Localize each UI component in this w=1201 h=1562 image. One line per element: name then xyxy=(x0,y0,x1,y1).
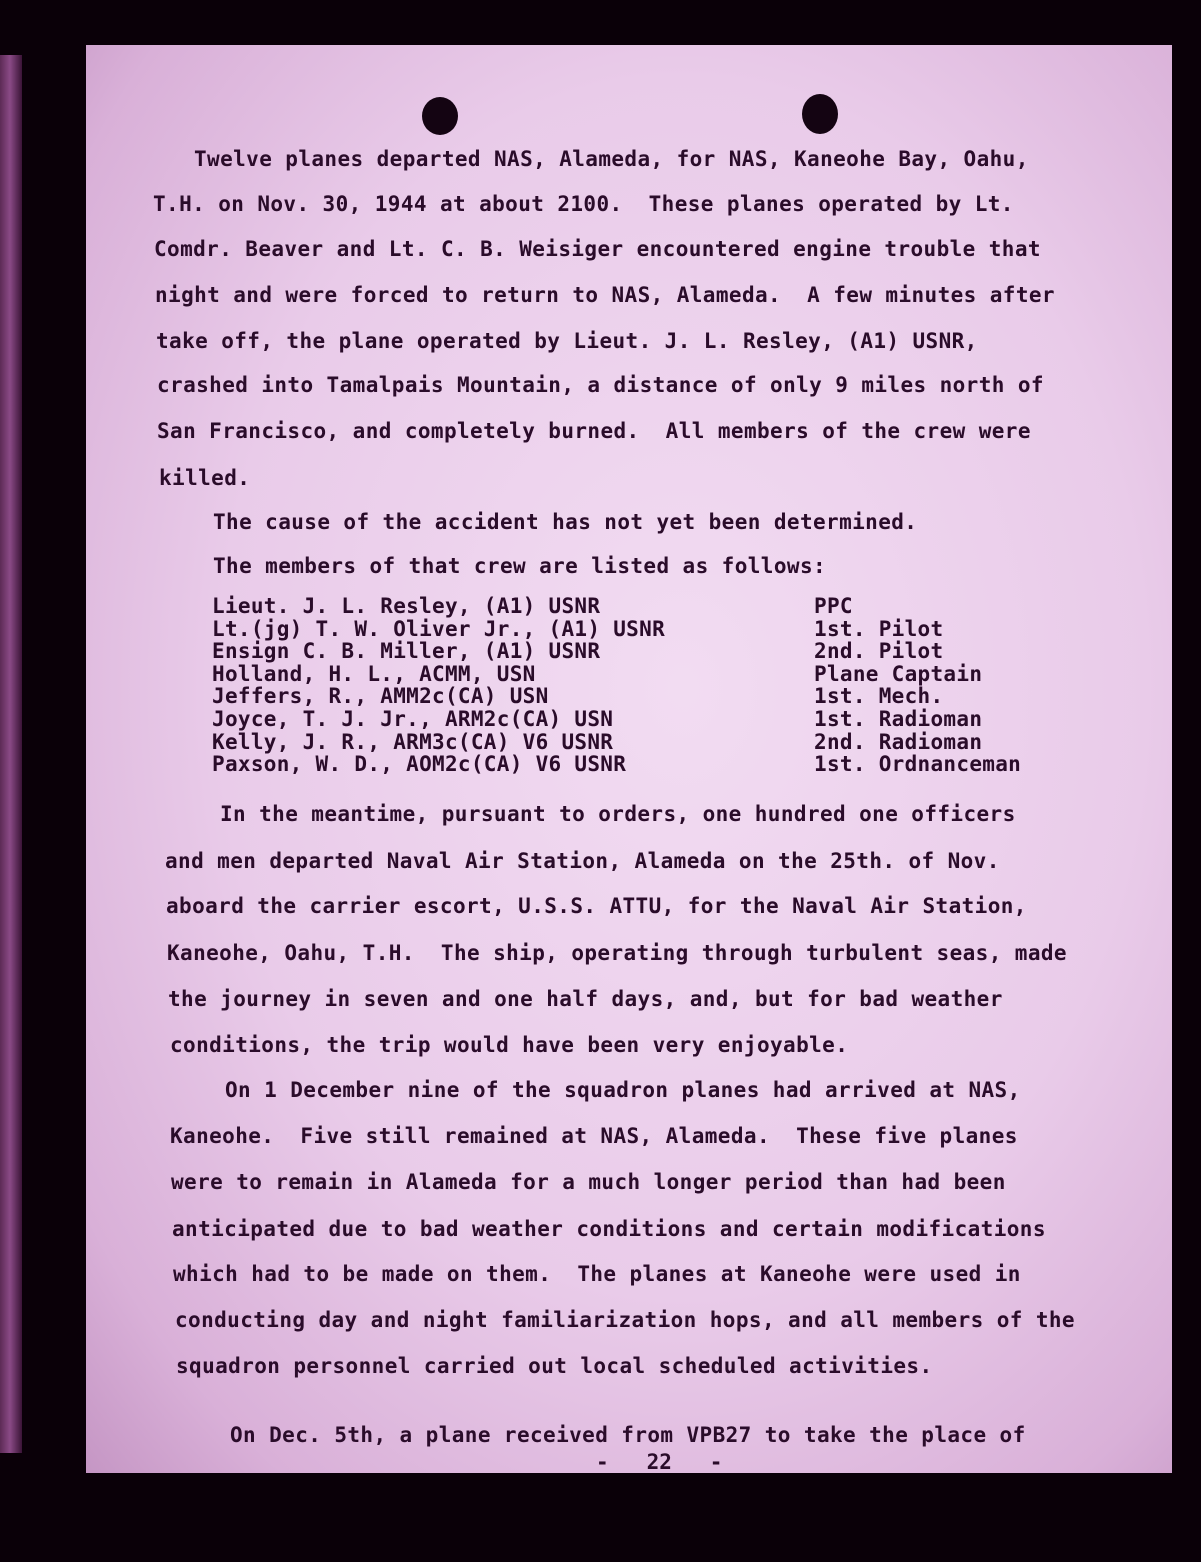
crew-row xyxy=(212,618,1072,641)
crew-row xyxy=(212,663,1072,686)
paragraph-1-line-5: take off, the plane operated by Lieut. J. L. Resley, (A1) USNR, xyxy=(156,329,978,353)
crew-role: 1st. Radioman xyxy=(814,706,983,731)
paragraph-4-line-4: Kaneohe, Oahu, T.H. The ship, operating through turbulent seas, made xyxy=(167,941,1067,965)
paragraph-5-line-4: anticipated due to bad weather conditions and certain modifications xyxy=(172,1217,1046,1241)
crew-name: Joyce, T. J. Jr., ARM2c(CA) USN xyxy=(212,706,614,731)
paragraph-4-line-6: conditions, the trip would have been very enjoyable. xyxy=(170,1033,849,1057)
paragraph-5-line-6: conducting day and night familiarization hops, and all members of the xyxy=(175,1308,1075,1332)
paragraph-1-line-4: night and were forced to return to NAS, Alameda. A few minutes after xyxy=(155,283,1055,307)
paragraph-5-line-3: were to remain in Alameda for a much longer period than had been xyxy=(171,1170,1006,1194)
paragraph-1-line-1: Twelve planes departed NAS, Alameda, for NAS, Kaneohe Bay, Oahu, xyxy=(194,147,1029,171)
crew-row xyxy=(212,731,1072,754)
paragraph-4-line-3: aboard the carrier escort, U.S.S. ATTU, for the Naval Air Station, xyxy=(166,894,1027,918)
paragraph-5-line-5: which had to be made on them. The planes at Kaneohe were used in xyxy=(173,1262,1021,1286)
paragraph-6: On Dec. 5th, a plane received from VPB27 to take the place of xyxy=(230,1423,1026,1447)
paragraph-5-line-7: squadron personnel carried out local scheduled activities. xyxy=(176,1354,933,1378)
page-number: - 22 - xyxy=(596,1450,723,1473)
crew-name: Paxson, W. D., AOM2c(CA) V6 USNR xyxy=(212,752,627,777)
crew-name: Kelly, J. R., ARM3c(CA) V6 USNR xyxy=(212,729,614,754)
film-strip-edge xyxy=(0,55,22,1453)
paragraph-1-line-6: crashed into Tamalpais Mountain, a distance of only 9 miles north of xyxy=(157,373,1044,397)
crew-row xyxy=(212,595,1072,618)
paragraph-4-line-2: and men departed Naval Air Station, Alameda on the 25th. of Nov. xyxy=(165,849,1000,873)
crew-name: Ensign C. B. Miller, (A1) USNR xyxy=(212,639,601,664)
crew-row xyxy=(212,640,1072,663)
crew-list xyxy=(212,595,1072,776)
paragraph-1-line-8: killed. xyxy=(159,466,251,490)
crew-name: Lt.(jg) T. W. Oliver Jr., (A1) USNR xyxy=(212,616,666,641)
crew-role: PPC xyxy=(814,594,853,618)
crew-role: 2nd. Pilot xyxy=(814,639,944,664)
paragraph-4-line-1: In the meantime, pursuant to orders, one hundred one officers xyxy=(220,802,1016,826)
crew-row xyxy=(212,753,1072,776)
crew-role: 2nd. Radioman xyxy=(814,729,983,754)
paragraph-2: The cause of the accident has not yet been determined. xyxy=(213,510,918,534)
crew-row xyxy=(212,708,1072,731)
crew-name: Jeffers, R., AMM2c(CA) USN xyxy=(212,684,549,709)
paragraph-4-line-5: the journey in seven and one half days, and, but for bad weather xyxy=(168,987,1003,1011)
paragraph-1-line-2: T.H. on Nov. 30, 1944 at about 2100. These planes operated by Lt. xyxy=(153,192,1014,216)
paragraph-1-line-7: San Francisco, and completely burned. All members of the crew were xyxy=(157,419,1031,443)
typewritten-page xyxy=(86,45,1172,1473)
paragraph-1-line-3: Comdr. Beaver and Lt. C. B. Weisiger encountered engine trouble that xyxy=(154,237,1041,261)
crew-role: 1st. Ordnanceman xyxy=(814,752,1022,777)
paragraph-3: The members of that crew are listed as follows: xyxy=(213,554,827,578)
crew-role: 1st. Pilot xyxy=(814,616,944,641)
crew-row xyxy=(212,685,1072,708)
crew-role: 1st. Mech. xyxy=(814,684,944,709)
crew-name: Holland, H. L., ACMM, USN xyxy=(212,661,536,686)
paragraph-5-line-2: Kaneohe. Five still remained at NAS, Alameda. These five planes xyxy=(170,1124,1018,1148)
crew-role: Plane Captain xyxy=(814,661,983,686)
punch-hole-right xyxy=(802,94,838,134)
paragraph-5-line-1: On 1 December nine of the squadron planes had arrived at NAS, xyxy=(225,1078,1021,1102)
crew-name: Lieut. J. L. Resley, (A1) USNR xyxy=(212,594,601,618)
punch-hole-left xyxy=(422,97,458,135)
